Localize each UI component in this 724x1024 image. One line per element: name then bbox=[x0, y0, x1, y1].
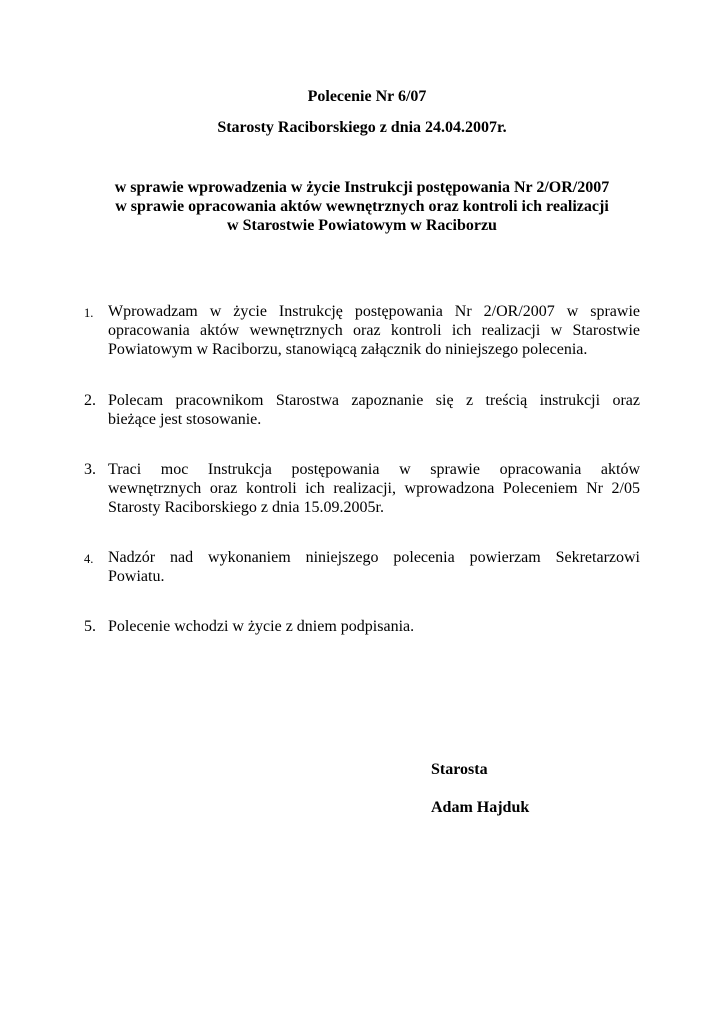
directive-list bbox=[84, 302, 640, 636]
item-text-line: Powiatowym w Raciborzu, stanowiącą załącznik do niniejszego polecenia. bbox=[108, 341, 588, 358]
document-subject bbox=[0, 178, 724, 235]
signature-role: Starosta bbox=[431, 761, 488, 778]
directive-item bbox=[84, 391, 640, 429]
item-number: 5. bbox=[84, 618, 96, 635]
signature-name: Adam Hajduk bbox=[431, 799, 530, 816]
item-text-line: Powiatu. bbox=[108, 568, 165, 585]
subject-line: w sprawie opracowania aktów wewnętrznych oraz kontroli ich realizacji bbox=[115, 198, 609, 215]
document-issuer-date: Starosty Raciborskiego z dnia 24.04.2007r. bbox=[217, 119, 507, 136]
item-text-line: Traci moc Instrukcja postępowania w sprawie opracowania aktów bbox=[108, 461, 640, 478]
document-title: Polecenie Nr 6/07 bbox=[307, 88, 427, 105]
item-number: 3. bbox=[84, 461, 96, 478]
subject-line: w Starostwie Powiatowym w Raciborzu bbox=[227, 217, 497, 234]
directive-item bbox=[84, 302, 640, 359]
item-text-line: Polecenie wchodzi w życie z dniem podpisania. bbox=[108, 618, 415, 635]
item-number: 1. bbox=[84, 306, 94, 320]
item-text-line: wewnętrznych oraz kontroli ich realizacji, wprowadzona Poleceniem Nr 2/05 bbox=[108, 480, 640, 497]
item-text-line: bieżące jest stosowanie. bbox=[108, 411, 262, 428]
directive-item bbox=[84, 460, 640, 517]
item-text-line: Polecam pracownikom Starostwa zapoznanie się z treścią instrukcji oraz bbox=[108, 392, 640, 409]
item-text-line: opracowania aktów wewnętrznych oraz kontroli ich realizacji w Starostwie bbox=[108, 322, 640, 339]
item-text-line: Wprowadzam w życie Instrukcję postępowania Nr 2/OR/2007 w sprawie bbox=[108, 303, 640, 320]
item-number: 2. bbox=[84, 392, 96, 409]
directive-item bbox=[84, 617, 640, 636]
item-text-line: Nadzór nad wykonaniem niniejszego polecenia powierzam Sekretarzowi bbox=[108, 549, 640, 566]
subject-line: w sprawie wprowadzenia w życie Instrukcji postępowania Nr 2/OR/2007 bbox=[114, 179, 610, 196]
directive-item bbox=[84, 548, 640, 586]
item-number: 4. bbox=[84, 552, 94, 566]
item-text-line: Starosty Raciborskiego z dnia 15.09.2005r. bbox=[108, 499, 384, 516]
